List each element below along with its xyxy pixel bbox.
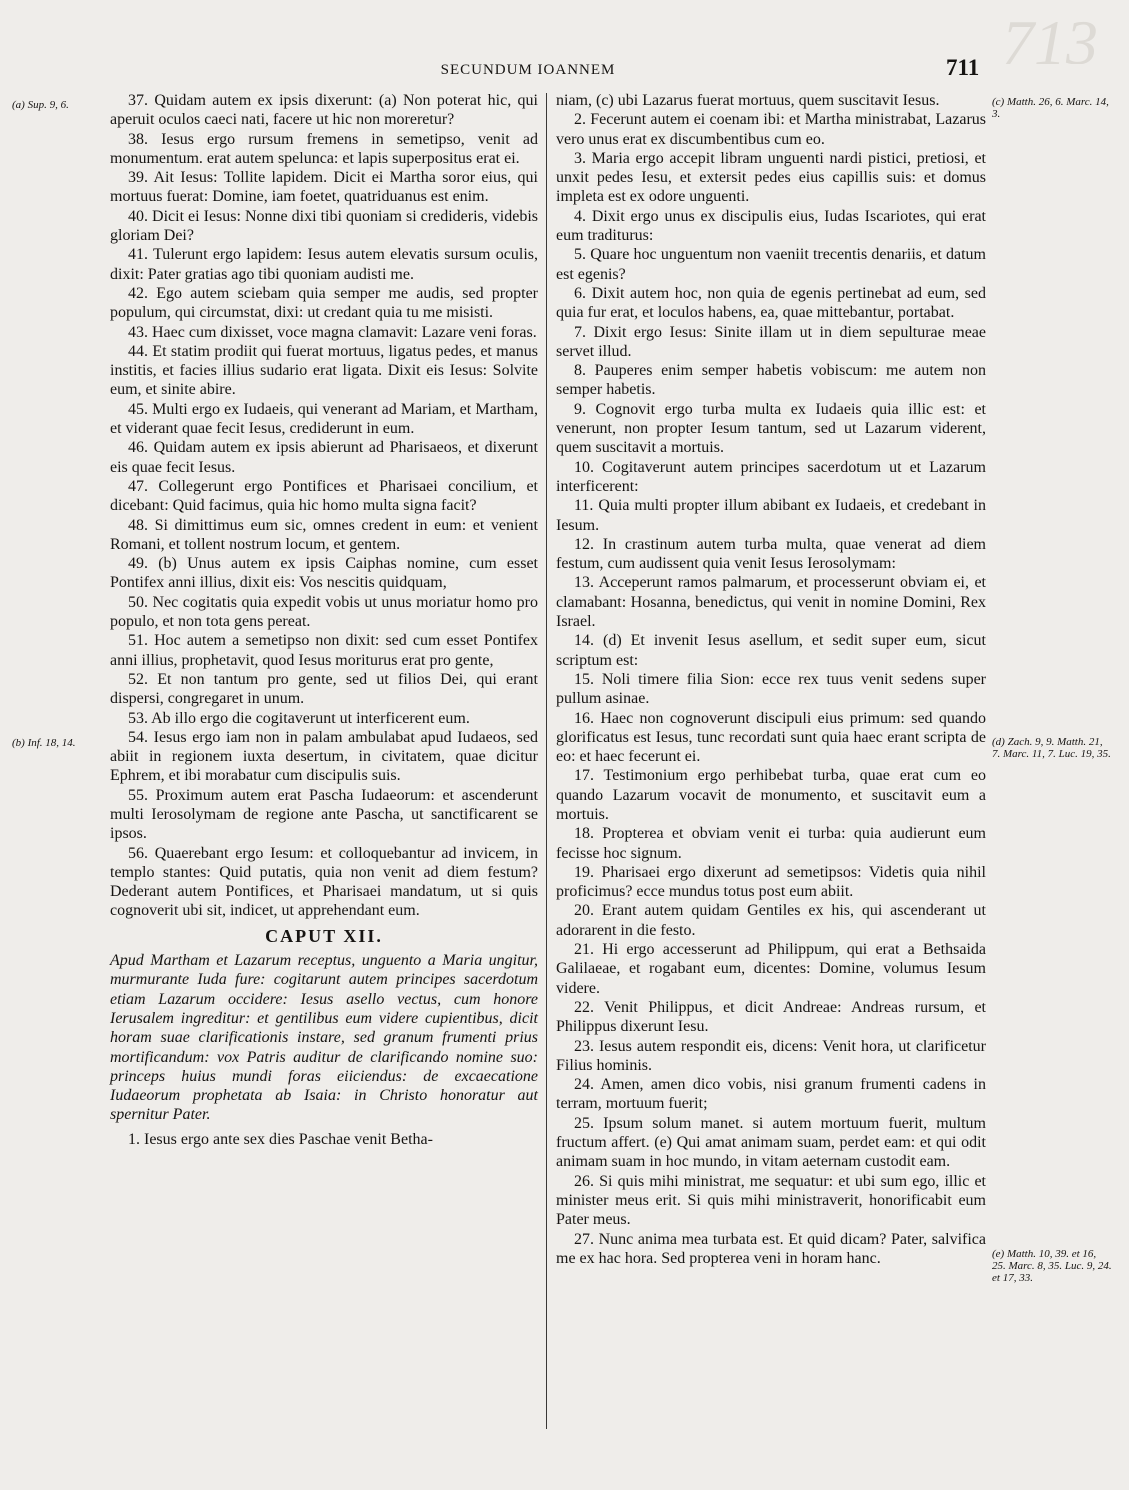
verse: 8. Pauperes enim semper habetis vobiscum: me autem non semper habetis. xyxy=(556,362,986,399)
verse: 41. Tulerunt ergo lapidem: Iesus autem elevatis sursum oculis, dixit: Pater gratias ago tibi quoniam audisti me. xyxy=(110,246,538,283)
chapter-heading: CAPUT XII. xyxy=(265,925,383,946)
verse: 27. Nunc anima mea turbata est. Et quid dicam? Pater, salvifica me ex hac hora. Sed propterea veni in horam hanc. xyxy=(556,1230,986,1267)
margin-note-d: (d) Zach. 9, 9. Matth. 21, 7. Marc. 11, 7. Luc. 19, 35. xyxy=(992,736,1111,760)
verse: 10. Cogitaverunt autem principes sacerdotum ut et Lazarum interficerent: xyxy=(556,458,986,495)
verse: 51. Hoc autem a semetipso non dixit: sed cum esset Pontifex anni illius, prophetavit, quod Iesus moriturus erat pro gente, xyxy=(110,632,538,669)
verse: niam, (c) ubi Lazarus fuerat mortuus, quem suscitavit Iesus. xyxy=(556,92,940,109)
verse: 38. Iesus ergo rursum fremens in semetipso, venit ad monumentum. erat autem spelunca: et lapis superpositus erat ei. xyxy=(110,130,538,167)
verse: 49. (b) Unus autem ex ipsis Caiphas nomine, cum esset Pontifex anni illius, dixit eis: Vos nescitis quidquam, xyxy=(110,555,538,592)
verse: 52. Et non tantum pro gente, sed ut filios Dei, qui erant dispersi, congregaret in unum. xyxy=(110,670,538,708)
verse: 26. Si quis mihi ministrat, me sequatur: et ubi sum ego, illic et minister meus erit. Si quis mihi ministraverit, honorificabit eum Pater meus. xyxy=(556,1172,986,1229)
verse: 43. Haec cum dixisset, voce magna clamavit: Lazare veni foras. xyxy=(128,323,537,341)
verse: 23. Iesus autem respondit eis, dicens: Venit hora, ut clarificetur Filius hominis. xyxy=(556,1037,986,1074)
verse: 14. (d) Et invenit Iesus asellum, et sedit super eum, sicut scriptum est: xyxy=(556,632,986,669)
verse: 25. Ipsum solum manet. si autem mortuum fuerit, multum fructum affert. (e) Qui amat animam suam, perdet eam: et qui odit animam suam in hoc mundo, in vitam aeternam custodit eam. xyxy=(556,1114,986,1171)
verse: 7. Dixit ergo Iesus: Sinite illam ut in diem sepulturae meae servet illud. xyxy=(556,323,986,360)
verse: 3. Maria ergo accepit libram unguenti nardi pistici, pretiosi, et unxit pedes Iesu, et extersit pedes eius capillis suis: et domus impleta est ex odore unguenti. xyxy=(556,149,986,206)
verse: 17. Testimonium ergo perhibebat turba, quae erat cum eo quando Lazarum vocavit de monumento, et suscitavit eum a mortuis. xyxy=(556,767,986,823)
verse: 15. Noli timere filia Sion: ecce rex tuus venit sedens super pullum asinae. xyxy=(556,670,986,708)
page-number: 711 xyxy=(946,55,980,80)
verse: 2. Fecerunt autem ei coenam ibi: et Martha ministrabat, Lazarus vero unus erat ex discumbentibus cum eo. xyxy=(556,111,986,148)
verse: 45. Multi ergo ex Iudaeis, qui venerant ad Mariam, et Martham, et viderant quae fecit Iesus, crediderunt in eum. xyxy=(110,400,538,438)
verse: 40. Dicit ei Iesus: Nonne dixi tibi quoniam si credideris, videbis gloriam Dei? xyxy=(110,207,538,245)
verse: 12. In crastinum autem turba multa, quae venerat ad diem festum, cum audissent quia venit Iesus Ierosolymam: xyxy=(556,535,986,573)
verse: 44. Et statim prodiit qui fuerat mortuus, ligatus pedes, et manus institis, et facies illius sudario erat ligata. Dixit eis Iesus: Solvite eum, et sinite abire. xyxy=(110,342,538,399)
verse: 39. Ait Iesus: Tollite lapidem. Dicit ei Martha soror eius, qui mortuus fuerat: Domine, iam foetet, quatriduanus est enim. xyxy=(110,169,538,206)
verse: 4. Dixit ergo unus ex discipulis eius, Iudas Iscariotes, qui erat eum traditurus: xyxy=(556,207,986,245)
verse: 46. Quidam autem ex ipsis abierunt ad Pharisaeos, et dixerunt eis quae fecit Iesus. xyxy=(110,439,538,476)
margin-note-c: (c) Matth. 26, 6. Marc. 14, 3. xyxy=(992,96,1109,120)
left-column xyxy=(110,91,538,1149)
margin-note-a: (a) Sup. 9, 6. xyxy=(12,99,69,111)
verse: 13. Acceperunt ramos palmarum, et processerunt obviam ei, et clamabant: Hosanna, benedictus, qui venit in nomine Domini, Rex Israel. xyxy=(556,574,986,631)
verse: 11. Quia multi propter illum abibant ex Iudaeis, et credebant in Iesum. xyxy=(556,497,986,534)
verse: 1. Iesus ergo ante sex dies Paschae venit Betha- xyxy=(128,1130,433,1148)
right-verses xyxy=(556,91,986,1268)
verse: 16. Haec non cognoverunt discipuli eius primum: sed quando glorificatus est Iesus, tunc recordati sunt quia haec erant scripta de eo: et haec fecerunt ei. xyxy=(556,709,986,766)
verse: 37. Quidam autem ex ipsis dixerunt: (a) Non poterat hic, qui aperuit oculos caeci nati, facere ut hic non moreretur? xyxy=(110,92,538,129)
left-verses xyxy=(110,91,538,921)
right-column xyxy=(556,91,986,1268)
verse: 20. Erant autem quidam Gentiles ex his, qui ascenderant ut adorarent in die festo. xyxy=(556,902,986,939)
running-header: SECUNDUM IOANNEM xyxy=(440,62,616,78)
verse: 24. Amen, amen dico vobis, nisi granum frumenti cadens in terram, mortuum fuerit; xyxy=(556,1076,986,1113)
verse: 47. Collegerunt ergo Pontifices et Pharisaei concilium, et dicebant: Quid facimus, quia hic homo multa signa facit? xyxy=(110,477,538,515)
margin-note-b: (b) Inf. 18, 14. xyxy=(12,737,76,749)
verse: 56. Quaerebant ergo Iesum: et colloquebantur ad invicem, in templo stantes: Quid putatis, quia non venit ad diem festum? Dederant autem Pontifices, et Pharisaei mandatum, ut si quis cognoverit ubi sit, indicet, ut apprehendant eum. xyxy=(110,844,538,920)
verse: 19. Pharisaei ergo dixerunt ad semetipsos: Videtis quia nihil proficimus? ecce mundus totus post eum abiit. xyxy=(556,863,986,901)
verse: 6. Dixit autem hoc, non quia de egenis pertinebat ad eum, sed quia fur erat, et loculos habens, ea, quae mittebantur, portabat. xyxy=(556,284,986,322)
verse: 22. Venit Philippus, et dicit Andreae: Andreas rursum, et Philippus dixerunt Iesu. xyxy=(556,998,986,1036)
ink-stamp-mark: 713 xyxy=(1002,7,1098,64)
margin-note-e: (e) Matth. 10, 39. et 16, 25. Marc. 8, 35. Luc. 9, 24. et 17, 33. xyxy=(992,1248,1112,1284)
verse: 18. Propterea et obviam venit ei turba: quia audierunt eum fecisse hoc signum. xyxy=(556,825,986,862)
chapter-summary: Apud Martham et Lazarum receptus, unguento a Maria ungitur, murmurante Iuda fure: cogitarunt autem principes sacerdotum etiam Lazarum occidere: Iesus asello vectus, cum honore Ierusalem ingreditur: et gentilibus eum videre cupientibus, dicit horam suae clarificationis instare, sed granum frumenti prius mortificandum: vox Patris auditur de clarificando nomine suo: princeps huius mundi foras eiiciendus: de excaecatione Iudaeorum prophetata ab Isaia: in Christo honoratur aut spernitur Pater. xyxy=(110,952,538,1124)
left-verses-after xyxy=(110,1130,538,1149)
verse: 50. Nec cogitatis quia expedit vobis ut unus moriatur homo pro populo, et non tota gens pereat. xyxy=(110,593,538,631)
verse: 9. Cognovit ergo turba multa ex Iudaeis quia illic est: et venerunt, non propter Iesum tantum, sed ut Lazarum viderent, quem suscitavit a mortuis. xyxy=(556,400,986,457)
verse: 5. Quare hoc unguentum non vaeniit trecentis denariis, et datum est egenis? xyxy=(556,246,986,283)
verse: 53. Ab illo ergo die cogitaverunt ut interficerent eum. xyxy=(128,709,470,727)
verse: 48. Si dimittimus eum sic, omnes credent in eum: et venient Romani, et tollent nostrum locum, et gentem. xyxy=(110,516,538,553)
verse: 54. Iesus ergo iam non in palam ambulabat apud Iudaeos, sed abiit in regionem iuxta desertum, in civitatem, quae dicitur Ephrem, et ibi morabatur cum discipulis suis. xyxy=(110,728,538,785)
verse: 42. Ego autem sciebam quia semper me audis, sed propter populum, qui circumstat, dixi: ut credant quia tu me misisti. xyxy=(110,284,538,322)
verse: 21. Hi ergo accesserunt ad Philippum, qui erat a Bethsaida Galilaeae, et rogabant eum, dicentes: Domine, volumus Iesum videre. xyxy=(556,941,986,997)
column-divider xyxy=(546,93,547,1429)
verse: 55. Proximum autem erat Pascha Iudaeorum: et ascenderunt multi Ierosolymam de regione ante Pascha, ut sanctificarent se ipsos. xyxy=(110,786,538,843)
